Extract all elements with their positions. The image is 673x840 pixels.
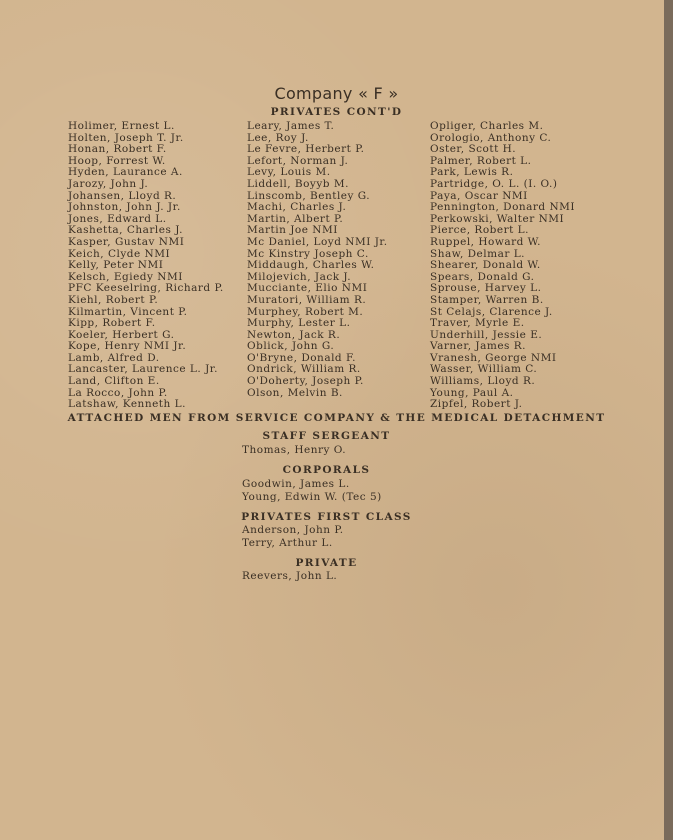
roster-name: Underhill, Jessie E. xyxy=(430,328,543,341)
roster-name: Kasper, Gustav NMI xyxy=(68,235,185,248)
roster-name: Johnston, John J. Jr. xyxy=(68,201,181,214)
roster-name: La Rocco, John P. xyxy=(68,386,168,399)
roster-name: Linscomb, Bentley G. xyxy=(247,189,371,202)
roster-name: Martin Joe NMI xyxy=(247,224,338,237)
roster-name: Murphey, Robert M. xyxy=(247,305,364,318)
roster-name: Partridge, O. L. (I. O.) xyxy=(430,177,558,190)
roster-name: Martin, Albert P. xyxy=(247,212,344,225)
attached-name: Goodwin, James L. xyxy=(242,478,350,490)
privates-heading: PRIVATES CONT'D xyxy=(270,106,403,118)
name-column-1 xyxy=(68,121,224,411)
roster-name: Kilmartin, Vincent P. xyxy=(68,305,188,318)
roster-name: Liddell, Boyyb M. xyxy=(247,177,349,190)
roster-name: Ondrick, William R. xyxy=(247,363,361,376)
private-list xyxy=(242,570,337,583)
staff-sergeant-list xyxy=(242,444,346,457)
attached-heading: ATTACHED MEN FROM SERVICE COMPANY & THE MEDICAL DETACHMENT xyxy=(67,412,606,424)
roster-name: Hoop, Forrest W. xyxy=(68,154,166,167)
corporals-list xyxy=(242,478,382,504)
roster-name: Orologio, Anthony C. xyxy=(430,131,552,144)
roster-name: Lamb, Alfred D. xyxy=(68,351,160,364)
roster-name: Keich, Clyde NMI xyxy=(68,247,171,260)
roster-name: Honan, Robert F. xyxy=(68,143,167,156)
roster-name: Oster, Scott H. xyxy=(430,143,517,156)
roster-name: Middaugh, Charles W. xyxy=(247,259,375,272)
pfc-heading: PRIVATES FIRST CLASS xyxy=(241,511,412,523)
roster-name: Holimer, Ernest L. xyxy=(68,120,175,132)
roster-name: O'Bryne, Donald F. xyxy=(247,351,356,364)
roster-name: PFC Keeselring, Richard P. xyxy=(68,282,224,295)
roster-name: Kipp, Robert F. xyxy=(68,317,156,330)
roster-name: Holten, Joseph T. Jr. xyxy=(68,131,184,144)
roster-name: Zipfel, Robert J. xyxy=(430,398,523,411)
roster-name: Ruppel, Howard W. xyxy=(430,235,541,248)
roster-name: Murphy, Lester L. xyxy=(247,317,351,330)
roster-name: Opliger, Charles M. xyxy=(430,120,544,132)
roster-name: Kashetta, Charles J. xyxy=(68,224,183,237)
roster-name: Latshaw, Kenneth L. xyxy=(68,398,186,411)
roster-name: Lancaster, Laurence L. Jr. xyxy=(68,363,218,376)
roster-name: Spears, Donald G. xyxy=(430,270,535,283)
roster-name: Kelsch, Egiedy NMI xyxy=(68,270,183,283)
roster-name: Kiehl, Robert P. xyxy=(68,293,159,306)
page-edge xyxy=(664,0,673,840)
roster-name: Mc Daniel, Loyd NMI Jr. xyxy=(247,235,388,248)
roster-name: Newton, Jack R. xyxy=(247,328,341,341)
roster-name: Oblick, John G. xyxy=(247,340,335,353)
attached-name: Thomas, Henry O. xyxy=(242,444,347,456)
attached-name: Terry, Arthur L. xyxy=(242,537,333,549)
roster-name: Mc Kinstry Joseph C. xyxy=(247,247,369,260)
roster-name: Hyden, Laurance A. xyxy=(68,166,183,179)
roster-name: Lee, Roy J. xyxy=(247,131,309,144)
roster-name: Muratori, William R. xyxy=(247,293,367,306)
roster-name: Park, Lewis R. xyxy=(430,166,514,179)
attached-name: Anderson, John P. xyxy=(242,524,344,536)
roster-name: Pierce, Robert L. xyxy=(430,224,529,237)
roster-name: Land, Clifton E. xyxy=(68,375,160,388)
roster-name: Young, Paul A. xyxy=(430,386,514,399)
roster-name: Koeler, Herbert G. xyxy=(68,328,175,341)
private-heading: PRIVATE xyxy=(295,557,358,569)
roster-name: Wasser, William C. xyxy=(430,363,538,376)
attached-name: Young, Edwin W. (Tec 5) xyxy=(242,491,382,503)
roster-name: Kope, Henry NMI Jr. xyxy=(68,340,187,353)
roster-name: Palmer, Robert L. xyxy=(430,154,532,167)
roster-name: Sprouse, Harvey L. xyxy=(430,282,542,295)
staff-sergeant-heading: STAFF SERGEANT xyxy=(262,430,391,442)
roster-name: Varner, James R. xyxy=(430,340,527,353)
roster-name: Traver, Myrle E. xyxy=(430,317,525,330)
name-column-3 xyxy=(430,121,575,411)
roster-name: Lefort, Norman J. xyxy=(247,154,349,167)
attached-name: Reevers, John L. xyxy=(242,570,338,582)
roster-name: Olson, Melvin B. xyxy=(247,386,343,399)
roster-name: Machi, Charles J. xyxy=(247,201,347,214)
roster-name: Vranesh, George NMI xyxy=(430,351,557,364)
name-column-2 xyxy=(247,121,388,399)
roster-name: Le Fevre, Herbert P. xyxy=(247,143,365,156)
roster-name: Milojevich, Jack J. xyxy=(247,270,352,283)
roster-name: Leary, James T. xyxy=(247,120,335,132)
corporals-heading: CORPORALS xyxy=(282,464,371,476)
roster-name: Kelly, Peter NMI xyxy=(68,259,164,272)
roster-name: Shaw, Delmar L. xyxy=(430,247,526,260)
roster-name: O'Doherty, Joseph P. xyxy=(247,375,364,388)
roster-name: Paya, Oscar NMI xyxy=(430,189,528,202)
roster-name: Perkowski, Walter NMI xyxy=(430,212,565,225)
roster-name: Jarozy, John J. xyxy=(68,177,149,190)
roster-name: Stamper, Warren B. xyxy=(430,293,544,306)
roster-name: St Celajs, Clarence J. xyxy=(430,305,553,318)
roster-name: Williams, Lloyd R. xyxy=(430,375,536,388)
roster-name: Johansen, Lloyd R. xyxy=(68,189,177,202)
pfc-list xyxy=(242,524,344,550)
roster-name: Shearer, Donald W. xyxy=(430,259,541,272)
roster-name: Jones, Edward L. xyxy=(68,212,167,225)
roster-name: Pennington, Donard NMI xyxy=(430,201,576,214)
page-title: Company « F » xyxy=(274,84,399,103)
roster-name: Levy, Louis M. xyxy=(247,166,331,179)
roster-name: Mucciante, Elio NMI xyxy=(247,282,368,295)
